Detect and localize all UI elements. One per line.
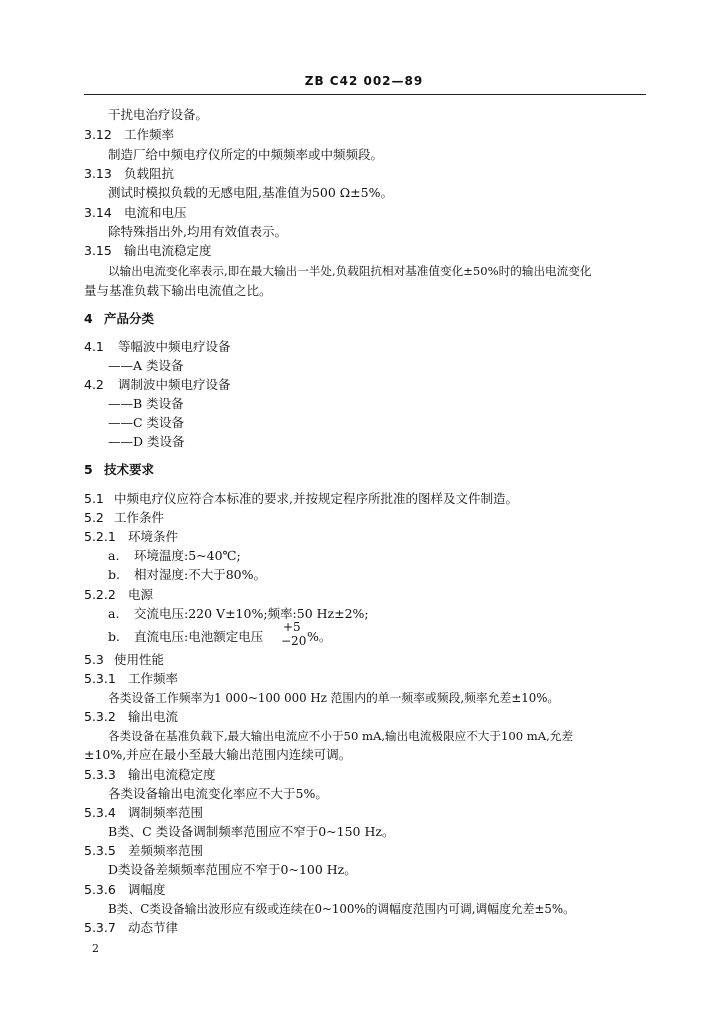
- list-item: ——B 类设备: [108, 396, 184, 411]
- standard-code-header: ZB C42 002—89: [304, 74, 424, 88]
- clause-number: 5.1: [84, 491, 104, 506]
- section-title: 技术要求: [104, 462, 155, 477]
- list-marker: a.: [108, 606, 120, 621]
- text-line: B类、C 类设备调制频率范围应不窄于0~150 Hz。: [108, 824, 395, 839]
- clause-number: 5.2.1: [84, 529, 116, 544]
- clause-number: 3.12: [84, 127, 112, 142]
- page-number: 2: [92, 942, 99, 955]
- list-item: ——A 类设备: [108, 358, 184, 373]
- section-number: 4: [84, 311, 93, 326]
- text-line: 各类设备输出电流变化率应不大于5%。: [108, 786, 328, 801]
- clause-number: 5.3.2: [84, 709, 116, 724]
- clause-title: 输出电流稳定度: [124, 243, 212, 258]
- text-line: D类设备差频频率范围应不窄于0~100 Hz。: [108, 862, 357, 877]
- clause-title: 动态节律: [128, 920, 179, 935]
- clause-title: 工作频率: [124, 127, 175, 142]
- clause-number: 5.3.6: [84, 882, 116, 897]
- clause-title: 调制频率范围: [128, 805, 204, 820]
- clause-title: 负载阻抗: [124, 166, 175, 181]
- clause-title: 工作频率: [128, 671, 179, 686]
- clause-number: 5.2: [84, 510, 104, 525]
- clause-title: 工作条件: [114, 510, 165, 525]
- clause-title: 输出电流: [128, 709, 179, 724]
- clause-text: 中频电疗仪应符合本标准的要求,并按规定程序所批准的图样及文件制造。: [114, 491, 518, 506]
- tolerance-lower: −20: [281, 634, 307, 648]
- list-item: 相对湿度:不大于80%。: [134, 567, 266, 582]
- clause-number: 5.2.2: [84, 587, 116, 602]
- text-line: 制造厂给中频电疗仪所定的中频频率或中频频段。: [108, 147, 384, 162]
- text-line: 各类设备在基准负载下,最大输出电流应不小于50 mA,输出电流极限应不大于100 mA,允差: [108, 729, 574, 743]
- clause-title: 使用性能: [114, 652, 165, 667]
- clause-title: 输出电流稳定度: [128, 767, 216, 782]
- clause-number: 5.3.3: [84, 767, 116, 782]
- clause-number: 5.3: [84, 652, 104, 667]
- clause-number: 5.3.1: [84, 671, 116, 686]
- list-item: 交流电压:220 V±10%;频率:50 Hz±2%;: [134, 606, 369, 621]
- text-line: 干扰电治疗设备。: [108, 107, 209, 122]
- text-line: 除特殊指出外,均用有效值表示。: [108, 224, 287, 239]
- tolerance-upper: +5: [283, 620, 301, 634]
- list-item: 环境温度:5~40℃;: [134, 548, 241, 563]
- clause-title: 电源: [128, 587, 154, 602]
- clause-number: 4.1: [84, 339, 104, 354]
- list-marker: b.: [108, 629, 120, 644]
- clause-number: 5.3.4: [84, 805, 116, 820]
- text-line: B类、C类设备输出波形应有级或连续在0~100%的调幅度范围内可调,调幅度允差±5%。: [108, 902, 575, 916]
- list-item: ——D 类设备: [108, 434, 185, 449]
- clause-number: 5.3.5: [84, 843, 116, 858]
- text-line: 量与基准负载下输出电流值之比。: [84, 283, 272, 298]
- clause-title: 等幅波中频电疗设备: [118, 339, 231, 354]
- list-marker: a.: [108, 548, 120, 563]
- section-title: 产品分类: [104, 311, 155, 326]
- text-line: 测试时模拟负载的无感电阻,基准值为500 Ω±5%。: [108, 185, 393, 200]
- text-line: 以输出电流变化率表示,即在最大输出一半处,负载阻抗相对基准值变化±50%时的输出电流变化: [108, 264, 592, 278]
- section-number: 5: [84, 462, 93, 477]
- list-item: 直流电压:电池额定电压: [134, 629, 264, 644]
- clause-title: 差频频率范围: [128, 843, 204, 858]
- clause-title: 电流和电压: [124, 205, 187, 220]
- clause-title: 调制波中频电疗设备: [118, 377, 231, 392]
- clause-number: 4.2: [84, 377, 104, 392]
- clause-number: 3.15: [84, 243, 112, 258]
- clause-number: 3.14: [84, 205, 112, 220]
- clause-title: 环境条件: [128, 529, 179, 544]
- clause-number: 5.3.7: [84, 920, 116, 935]
- text-line: 各类设备工作频率为1 000~100 000 Hz 范围内的单一频率或频段,频率允差±10%。: [108, 691, 560, 705]
- list-marker: b.: [108, 567, 120, 582]
- header-rule: [84, 94, 646, 95]
- text-line: %。: [307, 629, 332, 644]
- clause-title: 调幅度: [128, 882, 166, 897]
- clause-number: 3.13: [84, 166, 112, 181]
- list-item: ——C 类设备: [108, 415, 185, 430]
- text-line: ±10%,并应在最小至最大输出范围内连续可调。: [84, 747, 352, 762]
